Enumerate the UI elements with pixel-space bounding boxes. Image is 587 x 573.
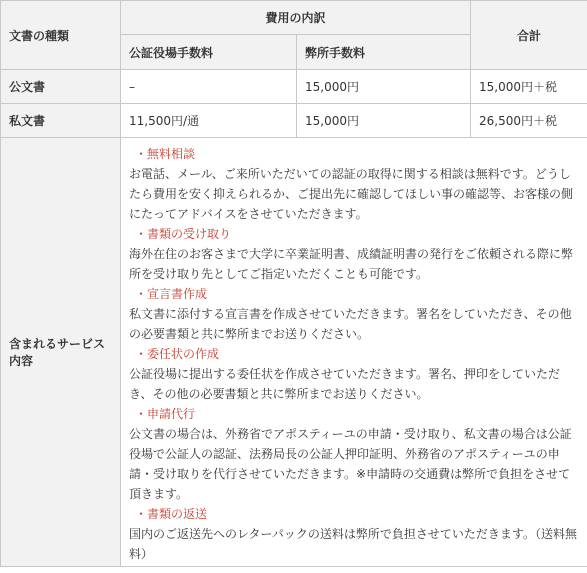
service-title: ・書類の受け取り bbox=[135, 227, 232, 241]
header-doc-type: 文書の種類 bbox=[1, 1, 121, 70]
header-notary-fee: 公証役場手数料 bbox=[121, 35, 297, 70]
services-label: 含まれるサービス内容 bbox=[1, 138, 121, 567]
table-row bbox=[1, 104, 587, 138]
office-fee-cell: 15,000円 bbox=[297, 70, 471, 104]
service-title: ・宣言書作成 bbox=[135, 287, 208, 301]
office-fee-cell: 15,000円 bbox=[297, 104, 471, 138]
services-row bbox=[1, 138, 587, 567]
service-title: ・書類の返送 bbox=[135, 507, 208, 521]
header-total: 合計 bbox=[471, 1, 587, 70]
service-body: 国内のご返送先へのレターパックの送料は弊所で負担させていただきます。（送料無料） bbox=[129, 527, 577, 561]
service-title: ・申請代行 bbox=[135, 407, 196, 421]
notary-fee-cell: 11,500円/通 bbox=[121, 104, 297, 138]
total-cell: 26,500円＋税 bbox=[471, 104, 587, 138]
header-row bbox=[1, 1, 587, 35]
total-cell: 15,000円＋税 bbox=[471, 70, 587, 104]
services-content bbox=[121, 138, 587, 567]
service-body: 海外在住のお客さまで大学に卒業証明書、成績証明書の発行をご依頼される際に弊所を受け取り先としてご指定いただくことも可能です。 bbox=[129, 247, 574, 281]
header-breakdown: 費用の内訳 bbox=[121, 1, 471, 35]
table-row bbox=[1, 70, 587, 104]
service-title: ・委任状の作成 bbox=[135, 347, 220, 361]
row-label: 私文書 bbox=[1, 104, 121, 138]
service-body: 公証役場に提出する委任状を作成させていただきます。署名、押印をしていただき、その他の必要書類と共に弊所までお送りください。 bbox=[129, 367, 561, 401]
service-title: ・無料相談 bbox=[135, 147, 196, 161]
row-label: 公文書 bbox=[1, 70, 121, 104]
service-body: お電話、メール、ご来所いただいての認証の取得に関する相談は無料です。どうしたら費用を安く抑えられるか、ご提出先に確認してほしい事の確認等、お客様の側にたってアドバイスをさせていただきます。 bbox=[129, 167, 574, 221]
service-body: 公文書の場合は、外務省でアポスティーユの申請・受け取り、私文書の場合は公証役場で公証人の認証、法務局長の公証人押印証明、外務省のアポスティーユの申請・受け取りを代行させていただきます。※申請時の交通費は弊所で負担をさせて頂きます。 bbox=[129, 427, 572, 501]
service-body: 私文書に添付する宣言書を作成させていただきます。署名をしていただき、その他の必要書類と共に弊所までお送りください。 bbox=[129, 307, 572, 341]
header-office-fee: 弊所手数料 bbox=[297, 35, 471, 70]
notary-fee-cell: – bbox=[121, 70, 297, 104]
